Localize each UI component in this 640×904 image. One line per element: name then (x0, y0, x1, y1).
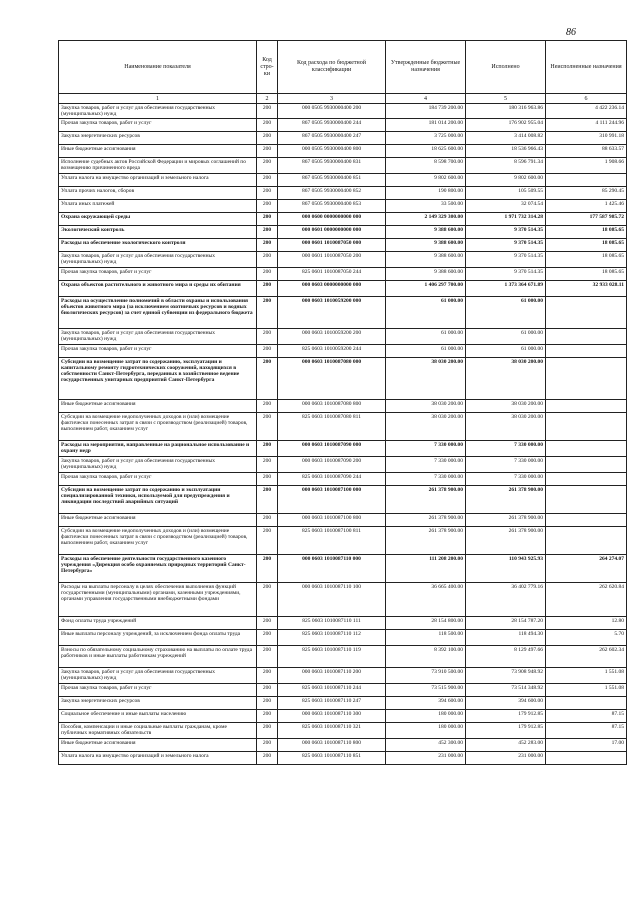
table-row (59, 514, 627, 527)
table-row (59, 555, 627, 583)
row-line-code: 200 (257, 226, 278, 239)
row-line-code: 200 (257, 668, 278, 684)
table-row (59, 697, 627, 710)
row-unexecuted: 4 422 236.14 (546, 104, 627, 119)
row-name: Пособия, компенсации и иные социальные выплаты гражданам, кроме публичных нормативных обязательств (59, 723, 257, 739)
row-kbk: 867 0505 9930000400 853 (278, 200, 386, 213)
row-name: Закупка товаров, работ и услуг для обеспечения государственных (муниципальных) нужд (59, 104, 257, 119)
row-name: Прочая закупка товаров, работ и услуг (59, 345, 257, 358)
table-row (59, 132, 627, 145)
row-line-code: 200 (257, 630, 278, 646)
row-unexecuted: 85 290.45 (546, 187, 627, 200)
row-name: Расходы на выплаты персоналу в целях обеспечения выполнения функций государственными (муниципальными) органами, казенными учреждениями, органами управления государственными внебюджетными фондами (59, 583, 257, 617)
row-kbk: 867 0505 9930000400 852 (278, 187, 386, 200)
row-executed: 452 283.00 (466, 739, 546, 752)
row-line-code: 200 (257, 345, 278, 358)
row-kbk: 000 0601 0000000000 000 (278, 226, 386, 239)
row-approved: 118 500.00 (386, 630, 466, 646)
row-unexecuted: 18 085.65 (546, 252, 627, 268)
row-line-code: 200 (257, 723, 278, 739)
row-executed: 179 912.85 (466, 723, 546, 739)
row-unexecuted (546, 473, 627, 486)
row-approved: 180 000.00 (386, 723, 466, 739)
row-line-code: 200 (257, 213, 278, 226)
row-name: Расходы на осуществление полномочий в области охраны и использования объектов животного мира (за исключением охотничьих ресурсов и водных биологических ресурсов) за счет единой субвенции из федерального бюджета (59, 297, 257, 329)
row-kbk: 000 0603 1010087100 800 (278, 514, 386, 527)
table-row (59, 281, 627, 297)
row-kbk: 000 0603 1010087110 300 (278, 710, 386, 723)
row-approved: 38 030 200.00 (386, 413, 466, 441)
row-kbk: 000 0603 1010087110 200 (278, 668, 386, 684)
row-unexecuted: 1 908.66 (546, 158, 627, 174)
row-kbk: 825 0603 1010087110 247 (278, 697, 386, 710)
row-name: Закупка товаров, работ и услуг для обеспечения государственных (муниципальных) нужд (59, 457, 257, 473)
row-name: Прочая закупка товаров, работ и услуг (59, 268, 257, 281)
table-row (59, 297, 627, 329)
table-row (59, 684, 627, 697)
row-kbk: 000 0600 0000000000 000 (278, 213, 386, 226)
row-executed: 179 912.85 (466, 710, 546, 723)
row-unexecuted: 17.00 (546, 739, 627, 752)
table-row (59, 104, 627, 119)
column-number: 2 (257, 94, 278, 104)
row-approved: 261 378 900.00 (386, 514, 466, 527)
table-row (59, 739, 627, 752)
table-row (59, 413, 627, 441)
row-executed: 261 378 900.00 (466, 486, 546, 514)
row-kbk: 825 0603 1010087100 811 (278, 527, 386, 555)
table-row (59, 752, 627, 765)
row-name: Фонд оплаты труда учреждений (59, 617, 257, 630)
row-line-code: 200 (257, 400, 278, 413)
row-kbk: 000 0603 1010087080 800 (278, 400, 386, 413)
row-name: Закупка товаров, работ и услуг для обеспечения государственных (муниципальных) нужд (59, 668, 257, 684)
row-approved: 28 154 800.00 (386, 617, 466, 630)
row-line-code: 200 (257, 646, 278, 668)
row-name: Взносы по обязательному социальному страхованию на выплаты по оплате труда работников и иные выплаты работникам учреждений (59, 646, 257, 668)
row-kbk: 000 0603 1010059200 200 (278, 329, 386, 345)
row-name: Прочая закупка товаров, работ и услуг (59, 684, 257, 697)
row-approved: 61 000.00 (386, 329, 466, 345)
row-approved: 38 030 200.00 (386, 400, 466, 413)
row-approved: 181 014 200.00 (386, 119, 466, 132)
row-name: Исполнение судебных актов Российской Федерации и мировых соглашений по возмещению причиненного вреда (59, 158, 257, 174)
table-row (59, 486, 627, 514)
table-row (59, 710, 627, 723)
row-line-code: 200 (257, 358, 278, 400)
row-kbk: 825 0603 1010087110 244 (278, 684, 386, 697)
column-number-row (59, 94, 627, 104)
row-line-code: 200 (257, 329, 278, 345)
row-approved: 33 500.00 (386, 200, 466, 213)
row-line-code: 200 (257, 583, 278, 617)
table-row (59, 400, 627, 413)
row-line-code: 200 (257, 119, 278, 132)
table-row (59, 119, 627, 132)
row-line-code: 200 (257, 684, 278, 697)
row-line-code: 200 (257, 413, 278, 441)
table-row (59, 583, 627, 617)
row-executed: 1 373 364 671.89 (466, 281, 546, 297)
row-approved: 9 388 600.00 (386, 252, 466, 268)
row-approved: 261 378 900.00 (386, 527, 466, 555)
row-executed: 176 902 955.04 (466, 119, 546, 132)
row-kbk: 000 0603 1010087110 800 (278, 739, 386, 752)
row-unexecuted: 1 551.08 (546, 684, 627, 697)
row-executed: 38 030 200.00 (466, 358, 546, 400)
row-executed: 9 370 514.35 (466, 252, 546, 268)
row-approved: 9 802 600.00 (386, 174, 466, 187)
row-line-code: 200 (257, 158, 278, 174)
row-line-code: 200 (257, 200, 278, 213)
row-kbk: 825 0603 1010059200 244 (278, 345, 386, 358)
row-kbk: 000 0603 1010087080 000 (278, 358, 386, 400)
table-row (59, 239, 627, 252)
row-approved: 8 598 700.00 (386, 158, 466, 174)
row-executed: 7 330 000.00 (466, 441, 546, 457)
row-unexecuted: 264 274.07 (546, 555, 627, 583)
column-number: 3 (278, 94, 386, 104)
row-unexecuted (546, 174, 627, 187)
row-name: Закупка энергетических ресурсов (59, 132, 257, 145)
row-name: Закупка энергетических ресурсов (59, 697, 257, 710)
row-name: Экологический контроль (59, 226, 257, 239)
row-executed: 73 908 948.92 (466, 668, 546, 684)
header-approved: Утвержденные бюджетные назначения (386, 41, 466, 94)
column-number: 4 (386, 94, 466, 104)
row-name: Закупка товаров, работ и услуг для обеспечения государственных (муниципальных) нужд (59, 252, 257, 268)
row-line-code: 200 (257, 281, 278, 297)
row-name: Охрана окружающей среды (59, 213, 257, 226)
row-executed: 118 494.30 (466, 630, 546, 646)
row-kbk: 000 0603 1010087090 200 (278, 457, 386, 473)
row-approved: 3 725 000.00 (386, 132, 466, 145)
column-number: 6 (546, 94, 627, 104)
row-unexecuted: 4 111 244.96 (546, 119, 627, 132)
row-kbk: 867 0505 9930000400 247 (278, 132, 386, 145)
table-row (59, 345, 627, 358)
row-name: Охрана объектов растительного и животного мира и среды их обитания (59, 281, 257, 297)
row-line-code: 200 (257, 268, 278, 281)
row-name: Иные бюджетные ассигнования (59, 400, 257, 413)
row-line-code: 200 (257, 527, 278, 555)
row-executed: 36 402 779.16 (466, 583, 546, 617)
row-unexecuted: 32 933 028.11 (546, 281, 627, 297)
row-name: Иные выплаты персоналу учреждений, за исключением фонда оплаты труда (59, 630, 257, 646)
row-name: Субсидии на возмещение затрат по содержанию, эксплуатации и капитальному ремонту гидротехнических сооружений, находящихся в собственности Санкт-Петербурга, переданных в хозяйственное ведение государственных унитарных предприятий Санкт-Петербурга (59, 358, 257, 400)
row-approved: 452 300.00 (386, 739, 466, 752)
row-name: Расходы на обеспечение экологического контроля (59, 239, 257, 252)
table-row (59, 252, 627, 268)
row-unexecuted: 310 991.18 (546, 132, 627, 145)
row-approved: 9 388 600.00 (386, 268, 466, 281)
row-executed: 28 154 787.20 (466, 617, 546, 630)
row-unexecuted: 1 551.08 (546, 668, 627, 684)
table-row (59, 200, 627, 213)
row-unexecuted (546, 752, 627, 765)
row-line-code: 200 (257, 617, 278, 630)
row-kbk: 000 0603 0000000000 000 (278, 281, 386, 297)
row-unexecuted (546, 345, 627, 358)
row-kbk: 825 0603 1010087110 851 (278, 752, 386, 765)
row-executed: 8 596 791.34 (466, 158, 546, 174)
row-approved: 261 378 900.00 (386, 486, 466, 514)
row-unexecuted (546, 297, 627, 329)
row-name: Субсидии на возмещение затрат по содержанию и эксплуатации специализированной техники, используемой для предупреждения и ликвидации последствий аварийных ситуаций (59, 486, 257, 514)
row-executed: 261 378 900.00 (466, 527, 546, 555)
row-unexecuted: 5.70 (546, 630, 627, 646)
row-line-code: 200 (257, 145, 278, 158)
row-unexecuted (546, 400, 627, 413)
row-executed: 32 074.54 (466, 200, 546, 213)
column-number: 1 (59, 94, 257, 104)
row-approved: 7 330 000.00 (386, 473, 466, 486)
row-name: Субсидии на возмещение недополученных доходов и (или) возмещение фактически понесенных затрат в связи с производством (реализацией) товаров, выполнением работ, оказанием услуг (59, 413, 257, 441)
row-line-code: 200 (257, 555, 278, 583)
row-executed: 61 000.00 (466, 345, 546, 358)
row-approved: 2 149 329 300.00 (386, 213, 466, 226)
row-kbk: 867 0505 9930000400 831 (278, 158, 386, 174)
row-line-code: 200 (257, 486, 278, 514)
table-row (59, 187, 627, 200)
row-approved: 61 000.00 (386, 297, 466, 329)
row-name: Прочая закупка товаров, работ и услуг (59, 119, 257, 132)
row-unexecuted (546, 486, 627, 514)
row-name: Субсидии на возмещение недополученных доходов и (или) возмещение фактически понесенных затрат в связи с производством (реализацией) товаров, выполнением работ, оказанием услуг (59, 527, 257, 555)
table-row (59, 268, 627, 281)
row-unexecuted: 1 425.46 (546, 200, 627, 213)
row-line-code: 200 (257, 697, 278, 710)
row-unexecuted: 18 085.65 (546, 239, 627, 252)
row-kbk: 825 0603 1010087110 321 (278, 723, 386, 739)
row-executed: 9 370 514.35 (466, 268, 546, 281)
row-unexecuted (546, 329, 627, 345)
row-unexecuted: 262 620.84 (546, 583, 627, 617)
table-row (59, 174, 627, 187)
row-line-code: 200 (257, 174, 278, 187)
row-kbk: 000 0601 1010087050 200 (278, 252, 386, 268)
table-row (59, 668, 627, 684)
row-executed: 9 802 600.00 (466, 174, 546, 187)
row-name: Уплата налога на имущество организаций и земельного налога (59, 752, 257, 765)
row-name: Уплата прочих налогов, сборов (59, 187, 257, 200)
row-executed: 18 536 966.43 (466, 145, 546, 158)
row-approved: 73 515 900.00 (386, 684, 466, 697)
row-kbk: 825 0603 1010087110 119 (278, 646, 386, 668)
row-unexecuted (546, 413, 627, 441)
row-unexecuted (546, 441, 627, 457)
row-name: Уплата налога на имущество организаций и земельного налога (59, 174, 257, 187)
row-executed: 61 000.00 (466, 297, 546, 329)
row-kbk: 000 0603 1010087110 100 (278, 583, 386, 617)
row-name: Уплата иных платежей (59, 200, 257, 213)
row-line-code: 200 (257, 739, 278, 752)
header-name: Наименование показателя (59, 41, 257, 94)
row-line-code: 200 (257, 710, 278, 723)
header-unexecuted: Неисполненные назначения (546, 41, 627, 94)
row-kbk: 000 0505 9930000400 200 (278, 104, 386, 119)
row-name: Расходы на обеспечение деятельности государственного казенного учреждения «Дирекция особо охраняемых природных территорий Санкт-Петербурга» (59, 555, 257, 583)
row-approved: 9 388 600.00 (386, 239, 466, 252)
row-kbk: 000 0505 9930000400 800 (278, 145, 386, 158)
row-unexecuted: 18 085.65 (546, 268, 627, 281)
row-kbk: 000 0603 1010087090 000 (278, 441, 386, 457)
table-row (59, 630, 627, 646)
header-executed: Исполнено (466, 41, 546, 94)
row-executed: 7 330 000.00 (466, 473, 546, 486)
row-approved: 61 000.00 (386, 345, 466, 358)
row-approved: 184 739 200.00 (386, 104, 466, 119)
row-line-code: 200 (257, 297, 278, 329)
row-unexecuted: 87.15 (546, 723, 627, 739)
table-body (59, 104, 627, 765)
row-kbk: 000 0603 1010087110 000 (278, 555, 386, 583)
row-approved: 18 625 600.00 (386, 145, 466, 158)
row-unexecuted (546, 697, 627, 710)
row-executed: 1 971 732 314.28 (466, 213, 546, 226)
row-line-code: 200 (257, 457, 278, 473)
row-unexecuted: 18 085.65 (546, 226, 627, 239)
row-approved: 73 910 500.00 (386, 668, 466, 684)
row-executed: 3 414 008.82 (466, 132, 546, 145)
row-unexecuted: 177 587 985.72 (546, 213, 627, 226)
row-name: Иные бюджетные ассигнования (59, 145, 257, 158)
row-line-code: 200 (257, 752, 278, 765)
row-line-code: 200 (257, 132, 278, 145)
column-number: 5 (466, 94, 546, 104)
row-approved: 9 388 600.00 (386, 226, 466, 239)
row-approved: 394 600.00 (386, 697, 466, 710)
table-row (59, 473, 627, 486)
row-approved: 8 392 100.00 (386, 646, 466, 668)
row-kbk: 000 0603 1010059200 000 (278, 297, 386, 329)
row-line-code: 200 (257, 473, 278, 486)
row-executed: 231 000.00 (466, 752, 546, 765)
row-line-code: 200 (257, 441, 278, 457)
row-executed: 9 370 514.35 (466, 226, 546, 239)
row-executed: 8 129 497.66 (466, 646, 546, 668)
header-row (59, 41, 627, 94)
page-number: 86 (566, 27, 576, 38)
row-kbk: 825 0603 1010087110 111 (278, 617, 386, 630)
table-row (59, 226, 627, 239)
table-row (59, 457, 627, 473)
row-kbk: 867 0505 9930000400 851 (278, 174, 386, 187)
row-executed: 9 370 514.35 (466, 239, 546, 252)
row-kbk: 867 0505 9930000400 244 (278, 119, 386, 132)
row-kbk: 825 0603 1010087090 244 (278, 473, 386, 486)
row-executed: 38 030 200.00 (466, 400, 546, 413)
row-approved: 1 406 297 700.00 (386, 281, 466, 297)
row-line-code: 200 (257, 104, 278, 119)
row-name: Социальное обеспечение и иные выплаты населению (59, 710, 257, 723)
row-name: Прочая закупка товаров, работ и услуг (59, 473, 257, 486)
row-line-code: 200 (257, 514, 278, 527)
row-approved: 111 208 200.00 (386, 555, 466, 583)
row-unexecuted: 262 602.34 (546, 646, 627, 668)
row-kbk: 825 0601 1010087050 244 (278, 268, 386, 281)
table-row (59, 617, 627, 630)
row-kbk: 000 0603 1010087100 000 (278, 486, 386, 514)
row-kbk: 825 0603 1010087110 112 (278, 630, 386, 646)
table-row (59, 158, 627, 174)
row-executed: 180 316 963.86 (466, 104, 546, 119)
row-name: Закупка товаров, работ и услуг для обеспечения государственных (муниципальных) нужд (59, 329, 257, 345)
row-kbk: 825 0603 1010087080 811 (278, 413, 386, 441)
row-line-code: 200 (257, 187, 278, 200)
row-executed: 110 943 925.93 (466, 555, 546, 583)
table-row (59, 441, 627, 457)
table-row (59, 527, 627, 555)
row-unexecuted (546, 514, 627, 527)
row-executed: 38 030 200.00 (466, 413, 546, 441)
table-row (59, 723, 627, 739)
table-row (59, 358, 627, 400)
table-row (59, 213, 627, 226)
row-name: Расходы на мероприятия, направленные на рациональное использование и охрану недр (59, 441, 257, 457)
row-executed: 73 514 348.92 (466, 684, 546, 697)
row-unexecuted: 88 633.57 (546, 145, 627, 158)
row-approved: 190 800.00 (386, 187, 466, 200)
row-approved: 38 030 200.00 (386, 358, 466, 400)
row-executed: 105 509.55 (466, 187, 546, 200)
row-approved: 36 665 400.00 (386, 583, 466, 617)
row-approved: 7 330 000.00 (386, 457, 466, 473)
row-name: Иные бюджетные ассигнования (59, 514, 257, 527)
header-line-code: Код стро-ки (257, 41, 278, 94)
row-name: Иные бюджетные ассигнования (59, 739, 257, 752)
row-line-code: 200 (257, 239, 278, 252)
row-executed: 7 330 000.00 (466, 457, 546, 473)
row-unexecuted (546, 358, 627, 400)
table-row (59, 329, 627, 345)
row-executed: 61 000.00 (466, 329, 546, 345)
row-executed: 394 600.00 (466, 697, 546, 710)
row-unexecuted (546, 527, 627, 555)
row-unexecuted: 87.15 (546, 710, 627, 723)
row-unexecuted: 12.80 (546, 617, 627, 630)
row-kbk: 000 0601 1010087050 000 (278, 239, 386, 252)
row-line-code: 200 (257, 252, 278, 268)
table-row (59, 145, 627, 158)
row-approved: 231 000.00 (386, 752, 466, 765)
header-kbk: Код расхода по бюджетной классификации (278, 41, 386, 94)
row-executed: 261 378 900.00 (466, 514, 546, 527)
budget-execution-table (58, 40, 627, 765)
row-unexecuted (546, 457, 627, 473)
row-approved: 180 000.00 (386, 710, 466, 723)
table-row (59, 646, 627, 668)
row-approved: 7 330 000.00 (386, 441, 466, 457)
